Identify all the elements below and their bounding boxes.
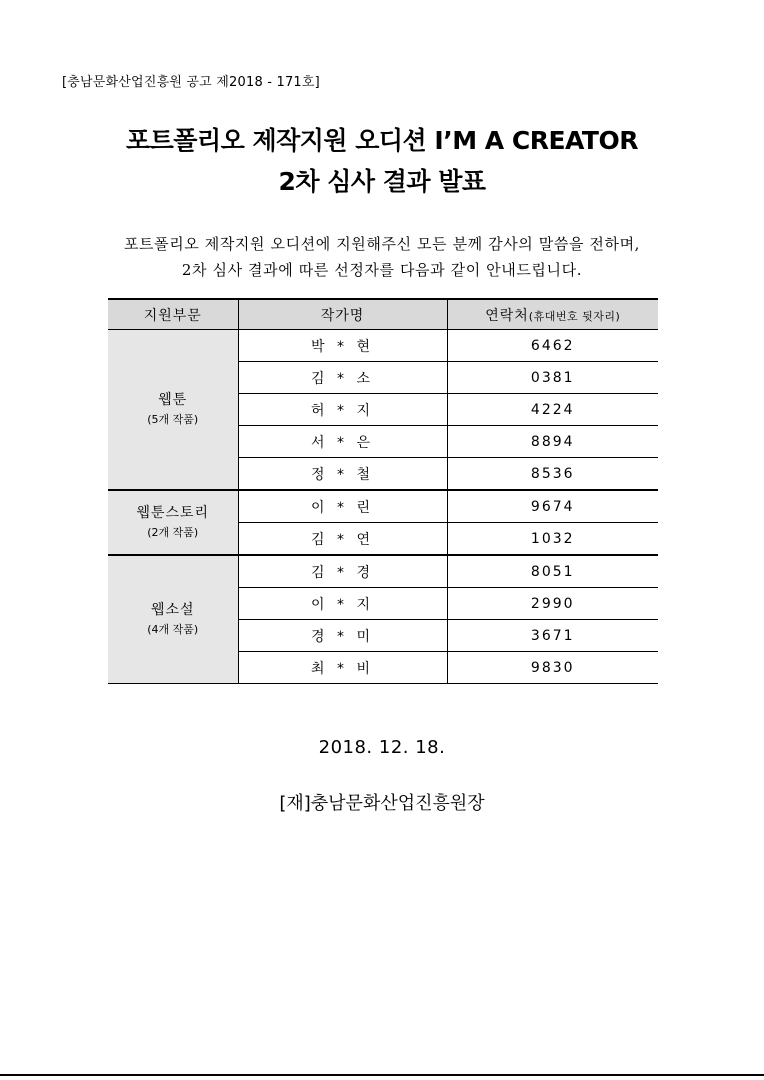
- category-name: 웹툰: [158, 391, 188, 408]
- table-header-row: [108, 299, 658, 330]
- header-contact-label: 연락처: [485, 307, 529, 324]
- category-cell-webtoon-story: [108, 490, 238, 555]
- phone-suffix: 1032: [447, 523, 658, 556]
- author-name: 김 * 연: [238, 523, 447, 556]
- author-name: 박 * 현: [238, 330, 447, 362]
- results-body: [108, 330, 658, 684]
- page-title: 포트폴리오 제작지원 오디션 I’M A CREATOR: [126, 126, 638, 155]
- author-name: 이 * 지: [238, 588, 447, 620]
- table-row: [108, 490, 658, 523]
- results-table: [108, 298, 658, 684]
- page-subtitle: 2차 심사 결과 발표: [278, 167, 486, 196]
- table-row: [108, 555, 658, 588]
- author-name: 이 * 린: [238, 490, 447, 523]
- category-name: 웹툰스토리: [136, 504, 210, 521]
- author-name: 김 * 소: [238, 362, 447, 394]
- category-name: 웹소설: [150, 601, 195, 618]
- intro-line-1: 포트폴리오 제작지원 오디션에 지원해주신 모든 분께 감사의 말씀을 전하며,: [123, 235, 641, 253]
- phone-suffix: 6462: [447, 330, 658, 362]
- announcement-date: 2018. 12. 18.: [318, 737, 446, 758]
- category-count: (5개 작품): [147, 412, 199, 426]
- category-count: (2개 작품): [147, 525, 199, 539]
- phone-suffix: 9674: [447, 490, 658, 523]
- phone-suffix: 0381: [447, 362, 658, 394]
- author-name: 최 * 비: [238, 652, 447, 684]
- category-cell-webtoon: [108, 330, 238, 491]
- header-contact: [447, 299, 658, 330]
- phone-suffix: 3671: [447, 620, 658, 652]
- phone-suffix: 2990: [447, 588, 658, 620]
- issuer-name: [재]충남문화산업진흥원장: [279, 793, 485, 814]
- author-name: 김 * 경: [238, 555, 447, 588]
- header-category: 지원부문: [108, 299, 238, 330]
- table-row: [108, 330, 658, 362]
- phone-suffix: 9830: [447, 652, 658, 684]
- author-name: 정 * 철: [238, 458, 447, 491]
- header-contact-note: (휴대번호 뒷자리): [528, 309, 621, 323]
- phone-suffix: 4224: [447, 394, 658, 426]
- header-name: 작가명: [238, 299, 447, 330]
- intro-line-2: 2차 심사 결과에 따른 선정자를 다음과 같이 안내드립니다.: [181, 261, 583, 279]
- author-name: 허 * 지: [238, 394, 447, 426]
- category-count: (4개 작품): [147, 622, 199, 636]
- bottom-divider: [0, 1074, 764, 1076]
- notice-number: [충남문화산업진흥원 공고 제2018 - 171호]: [62, 75, 320, 90]
- category-cell-web-novel: [108, 555, 238, 684]
- phone-suffix: 8894: [447, 426, 658, 458]
- phone-suffix: 8051: [447, 555, 658, 588]
- author-name: 경 * 미: [238, 620, 447, 652]
- phone-suffix: 8536: [447, 458, 658, 491]
- author-name: 서 * 은: [238, 426, 447, 458]
